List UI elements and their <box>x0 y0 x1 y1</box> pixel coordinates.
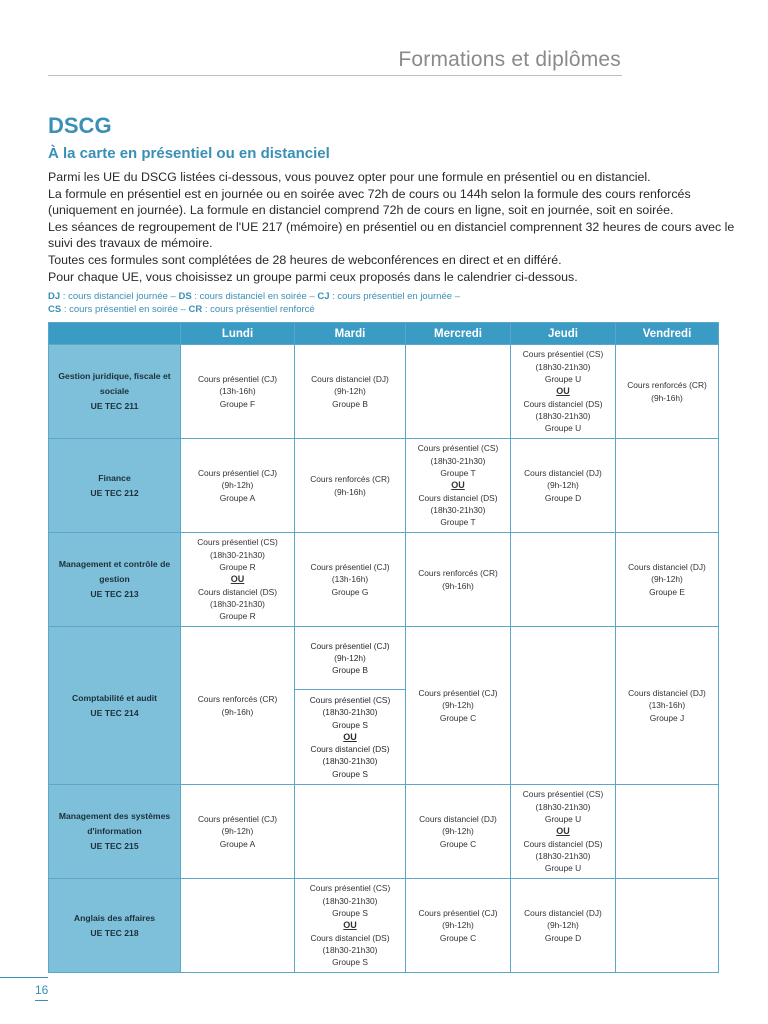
ue-name-line: UE TEC 218 <box>90 927 139 938</box>
legend-code: DS <box>178 291 192 302</box>
schedule-cell <box>406 533 511 627</box>
legend <box>48 291 728 316</box>
table-header-row <box>49 323 719 345</box>
ue-name-line: Gestion juridique, fiscale et <box>58 371 171 381</box>
ue-name-line: UE TEC 213 <box>90 589 139 599</box>
schedule-body <box>49 345 719 973</box>
day-header: Jeudi <box>511 323 616 345</box>
legend-text: : cours distanciel journée – <box>60 291 179 302</box>
course-line: (9h-16h) <box>651 392 683 403</box>
course-line: Groupe D <box>544 492 582 503</box>
course-line: (9h-16h) <box>334 486 366 497</box>
course-line: Cours présentiel (CJ) <box>418 688 498 699</box>
course-line: Cours présentiel (CJ) <box>197 814 278 825</box>
ue-name-cell <box>49 879 181 973</box>
schedule-cell <box>616 533 719 627</box>
course-line: Groupe F <box>219 398 256 409</box>
ue-name-line: UE TEC 211 <box>90 401 139 411</box>
course-line: Cours présentiel (CJ) <box>197 374 278 385</box>
schedule-table <box>48 322 719 973</box>
table-row <box>49 627 719 785</box>
legend-line <box>48 291 728 304</box>
footer-rule <box>35 1000 48 1001</box>
course-line: Cours distanciel (DS) <box>310 744 390 755</box>
table-row <box>49 345 719 439</box>
schedule-cell <box>181 879 295 973</box>
legend-text: : cours présentiel en soirée – <box>61 303 189 315</box>
course-line: Cours présentiel (CJ) <box>310 562 390 573</box>
course-line: Groupe R <box>219 611 256 622</box>
course-line: (9h-12h) <box>547 480 579 491</box>
ue-name-line: Comptabilité et audit <box>72 692 157 703</box>
course-line: Groupe T <box>440 517 476 528</box>
course-line: (18h30-21h30) <box>535 361 591 372</box>
legend-line <box>48 304 728 317</box>
course-line: (18h30-21h30) <box>210 549 265 560</box>
intro-paragraph: Parmi les UE du DSCG listées ci-dessous, vous pouvez opter pour une formule en présentiel ou en distanciel. <box>48 170 651 184</box>
schedule-cell <box>406 345 511 439</box>
legend-code: DJ <box>48 291 61 302</box>
ue-name-line: Finance <box>98 472 131 483</box>
schedule-cell <box>295 345 406 439</box>
schedule-cell <box>295 879 406 973</box>
course-line: Groupe S <box>332 719 368 730</box>
course-line: (18h30-21h30) <box>322 895 378 906</box>
schedule-cell <box>511 785 616 879</box>
ou-separator: OU <box>343 731 357 742</box>
course-line: Cours distanciel (DS) <box>310 932 390 943</box>
course-line: Cours distanciel (DJ) <box>628 562 706 573</box>
legend-code: CS <box>48 303 62 315</box>
ue-name-cell <box>49 439 181 533</box>
schedule-cell <box>616 627 719 785</box>
course-line: Groupe S <box>332 768 368 779</box>
schedule-cell <box>511 879 616 973</box>
course-line: (18h30-21h30) <box>430 504 486 515</box>
course-line: Groupe S <box>332 908 368 919</box>
schedule-cell <box>295 533 406 627</box>
legend-text: : cours distanciel en soirée – <box>191 291 318 302</box>
course-line: Groupe C <box>439 838 477 849</box>
course-line: (13h-16h) <box>219 386 256 397</box>
course-line: (9h-12h) <box>221 826 254 837</box>
intro-paragraph: Les séances de regroupement de l'UE 217 (mémoire) en présentiel ou en distanciel comprennent 32 heures de cours avec le suivi des travaux de mémoire. <box>48 219 735 251</box>
course-line: Cours présentiel (CS) <box>309 694 391 705</box>
schedule-cell <box>511 439 616 533</box>
schedule-cell <box>406 627 511 785</box>
table-corner-cell <box>49 323 181 345</box>
table-row <box>49 785 719 879</box>
course-line: Cours présentiel (CJ) <box>197 468 278 479</box>
ue-name-line: Anglais des affaires <box>73 912 156 923</box>
course-line: Groupe S <box>332 957 368 968</box>
course-line: (18h30-21h30) <box>535 410 591 421</box>
course-line: Groupe T <box>440 468 476 479</box>
course-line: Cours distanciel (DS) <box>197 586 278 597</box>
ou-separator: OU <box>556 386 570 397</box>
course-line: Cours présentiel (CJ) <box>418 908 498 919</box>
course-line: (9h-12h) <box>442 920 474 931</box>
table-row <box>49 439 719 533</box>
schedule-cell-split <box>295 627 406 785</box>
schedule-cell <box>406 879 511 973</box>
schedule-cell <box>511 533 616 627</box>
course-line: Cours distanciel (DJ) <box>311 374 389 385</box>
course-line: Cours renforcés (CR) <box>627 380 707 391</box>
course-line: (9h-12h) <box>651 574 683 585</box>
ue-name-line: gestion <box>99 574 130 584</box>
schedule-cell <box>181 627 295 785</box>
course-line: Groupe B <box>332 398 368 409</box>
page-number: 16 <box>35 983 49 997</box>
course-line: Cours distanciel (DS) <box>523 838 603 849</box>
schedule-cell <box>616 439 719 533</box>
course-line: (18h30-21h30) <box>322 756 378 767</box>
schedule-cell <box>406 439 511 533</box>
page-title: DSCG <box>48 113 112 138</box>
ue-name-line: UE TEC 212 <box>90 487 139 498</box>
course-line: Groupe U <box>544 423 582 434</box>
course-line: Groupe U <box>544 863 582 874</box>
legend-text: : cours présentiel renforcé <box>202 303 315 315</box>
course-line: (13h-16h) <box>648 700 686 711</box>
course-line: (18h30-21h30) <box>535 801 591 812</box>
course-line: Cours distanciel (DJ) <box>524 468 602 479</box>
schedule-cell <box>295 785 406 879</box>
course-line: (9h-12h) <box>221 480 254 491</box>
day-header: Lundi <box>181 323 295 345</box>
ue-name-cell <box>49 345 181 439</box>
ue-name-line: UE TEC 215 <box>90 841 139 851</box>
course-line: (18h30-21h30) <box>535 850 591 861</box>
schedule-subcell <box>295 627 405 690</box>
ue-name-line: d'information <box>87 826 142 836</box>
ue-name-line: Management des systèmes <box>58 811 171 821</box>
course-line: Groupe R <box>219 562 256 573</box>
course-line: Cours distanciel (DS) <box>418 492 498 503</box>
ou-separator: OU <box>556 826 570 837</box>
course-line: (9h-12h) <box>442 826 474 837</box>
ue-name-line: UE TEC 214 <box>90 707 139 718</box>
course-line: (18h30-21h30) <box>322 944 378 955</box>
legend-code: CR <box>188 303 203 315</box>
ue-name-line: sociale <box>99 386 130 396</box>
course-line: Groupe C <box>439 712 477 723</box>
legend-code: CJ <box>317 291 330 302</box>
course-line: Cours distanciel (DJ) <box>419 814 497 825</box>
schedule-cell <box>295 439 406 533</box>
course-line: Cours présentiel (CS) <box>417 443 499 454</box>
course-line: Cours distanciel (DJ) <box>524 908 602 919</box>
course-line: (9h-16h) <box>221 706 254 717</box>
course-line: Groupe U <box>544 814 582 825</box>
course-line: (9h-12h) <box>442 700 474 711</box>
intro-paragraph: Pour chaque UE, vous choisissez un groupe parmi ceux proposés dans le calendrier ci-dessous. <box>48 269 578 284</box>
schedule-cell <box>406 785 511 879</box>
course-line: (9h-16h) <box>442 580 474 591</box>
ou-separator: OU <box>230 574 245 585</box>
schedule-cell <box>616 345 719 439</box>
course-line: (18h30-21h30) <box>210 598 265 609</box>
schedule-cell <box>511 627 616 785</box>
course-line: Cours présentiel (CS) <box>522 789 604 800</box>
day-header: Mercredi <box>406 323 511 345</box>
intro-text <box>48 169 748 285</box>
schedule-cell <box>616 785 719 879</box>
intro-paragraph: La formule en présentiel est en journée ou en soirée avec 72h de cours ou 144h selon la formule des cours renforcés (uniquement en journée). La formule en distanciel comprend 72h de cours en ligne, soit en journée, soit en soirée. <box>48 186 691 218</box>
legend-text: : cours présentiel en journée – <box>329 291 460 302</box>
ue-name-cell <box>49 627 181 785</box>
course-line: Groupe B <box>332 665 368 676</box>
course-line: Groupe E <box>649 586 685 597</box>
course-line: Cours distanciel (DS) <box>523 398 603 409</box>
course-line: (18h30-21h30) <box>430 455 486 466</box>
schedule-subcell <box>295 690 405 784</box>
course-line: Cours présentiel (CS) <box>309 883 391 894</box>
section-header: Formations et diplômes <box>398 48 621 71</box>
schedule-cell <box>181 439 295 533</box>
schedule-cell <box>511 345 616 439</box>
course-line: Cours distanciel (DJ) <box>628 688 706 699</box>
ue-name-cell <box>49 785 181 879</box>
ou-separator: OU <box>451 480 465 491</box>
schedule-cell <box>181 785 295 879</box>
course-line: Groupe D <box>544 932 582 943</box>
course-line: Cours renforcés (CR) <box>418 568 498 579</box>
schedule-cell <box>616 879 719 973</box>
footer-rule <box>0 977 48 978</box>
header-divider <box>48 75 622 76</box>
course-line: Cours présentiel (CJ) <box>310 640 390 651</box>
course-line: (13h-16h) <box>331 574 369 585</box>
schedule-cell <box>181 345 295 439</box>
course-line: Groupe J <box>649 712 685 723</box>
ou-separator: OU <box>343 920 357 931</box>
course-line: Groupe A <box>219 838 256 849</box>
course-line: Cours présentiel (CS) <box>197 537 278 548</box>
course-line: (18h30-21h30) <box>322 707 378 718</box>
course-line: Cours renforcés (CR) <box>310 474 390 485</box>
table-row <box>49 533 719 627</box>
course-line: Groupe U <box>544 374 582 385</box>
day-header: Mardi <box>295 323 406 345</box>
course-line: Cours présentiel (CS) <box>522 349 604 360</box>
course-line: Groupe G <box>331 586 369 597</box>
table-row <box>49 879 719 973</box>
course-line: Groupe C <box>439 932 477 943</box>
course-line: (9h-12h) <box>547 920 579 931</box>
course-line: Cours renforcés (CR) <box>197 694 278 705</box>
intro-paragraph: Toutes ces formules sont complétées de 28 heures de webconférences en direct et en différé. <box>48 252 562 267</box>
page-subtitle: À la carte en présentiel ou en distanciel <box>48 145 330 162</box>
ue-name-cell <box>49 533 181 627</box>
course-line: (9h-12h) <box>334 386 366 397</box>
ue-name-line: Management et contrôle de <box>58 559 171 569</box>
day-header: Vendredi <box>616 323 719 345</box>
schedule-cell <box>181 533 295 627</box>
course-line: (9h-12h) <box>334 652 366 663</box>
course-line: Groupe A <box>219 492 256 503</box>
